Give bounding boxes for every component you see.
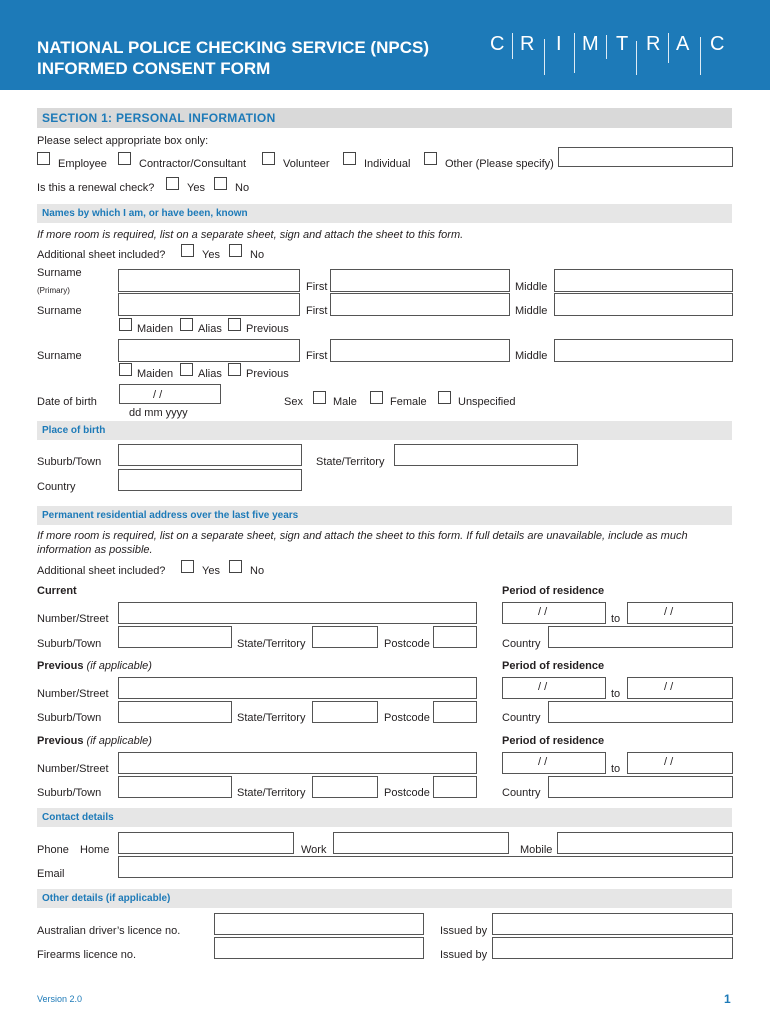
individual-checkbox[interactable] bbox=[343, 152, 356, 165]
state-label: State/Territory bbox=[237, 712, 306, 724]
to-label: to bbox=[611, 688, 621, 700]
form-title-line1: NATIONAL POLICE CHECKING SERVICE (NPCS) bbox=[37, 38, 429, 57]
first-label: First bbox=[306, 350, 328, 362]
current-heading: Current bbox=[37, 585, 77, 597]
issued-by-label: Issued by bbox=[440, 925, 488, 937]
address-note-line2: information as possible. bbox=[37, 544, 153, 556]
middle-label: Middle bbox=[515, 350, 548, 362]
surname-label: Surname bbox=[37, 305, 82, 317]
logo-divider bbox=[636, 41, 637, 75]
licence-issued-by-field[interactable] bbox=[492, 913, 733, 935]
surname-label: Surname bbox=[37, 267, 82, 279]
middle-name-field[interactable] bbox=[554, 269, 733, 292]
work-phone-field[interactable] bbox=[333, 832, 509, 854]
logo-letter: R bbox=[520, 33, 535, 55]
current-period-to-field[interactable] bbox=[627, 602, 733, 624]
previous2-postcode-field[interactable] bbox=[433, 776, 477, 798]
to-label: to bbox=[611, 613, 621, 625]
previous1-street-field[interactable] bbox=[118, 677, 477, 699]
work-label: Work bbox=[301, 844, 327, 856]
dob-format-hint: dd mm yyyy bbox=[129, 407, 188, 419]
address-sheet-yes-label: Yes bbox=[202, 565, 220, 577]
renewal-no-checkbox[interactable] bbox=[214, 177, 227, 190]
issued-by-label: Issued by bbox=[440, 949, 488, 961]
first-label: First bbox=[306, 281, 328, 293]
previous-label: Previous bbox=[246, 323, 289, 335]
postcode-label: Postcode bbox=[384, 712, 430, 724]
previous2-state-field[interactable] bbox=[312, 776, 378, 798]
firearms-field[interactable] bbox=[214, 937, 424, 959]
date-slashes: / / bbox=[664, 756, 674, 768]
maiden-checkbox[interactable] bbox=[119, 363, 132, 376]
if-applicable: (if applicable) bbox=[86, 735, 152, 747]
contractor-checkbox[interactable] bbox=[118, 152, 131, 165]
version-label: Version 2.0 bbox=[37, 994, 83, 1004]
country-label: Country bbox=[502, 638, 541, 650]
maiden-label: Maiden bbox=[137, 368, 174, 380]
alias-checkbox[interactable] bbox=[180, 318, 193, 331]
birth-state-label: State/Territory bbox=[316, 456, 385, 468]
mobile-label: Mobile bbox=[520, 844, 553, 856]
names-sheet-yes-label: Yes bbox=[202, 249, 220, 261]
names-sheet-yes-checkbox[interactable] bbox=[181, 244, 194, 257]
current-suburb-field[interactable] bbox=[118, 626, 232, 648]
mobile-phone-field[interactable] bbox=[557, 832, 733, 854]
previous-heading bbox=[37, 735, 152, 748]
male-checkbox[interactable] bbox=[313, 391, 326, 404]
address-sheet-no-label: No bbox=[250, 565, 265, 577]
previous2-country-field[interactable] bbox=[548, 776, 733, 798]
logo-divider bbox=[606, 35, 607, 59]
phone-label: Phone bbox=[37, 844, 69, 856]
previous1-state-field[interactable] bbox=[312, 701, 378, 723]
first-name-field-3[interactable] bbox=[330, 339, 510, 362]
form-title bbox=[37, 37, 429, 79]
address-heading: Permanent residential address over the last five years bbox=[42, 510, 299, 521]
logo-letter: M bbox=[582, 33, 599, 55]
middle-label: Middle bbox=[515, 305, 548, 317]
male-label: Male bbox=[333, 396, 357, 408]
state-label: State/Territory bbox=[237, 638, 306, 650]
previous2-period-to-field[interactable] bbox=[627, 752, 733, 774]
other-checkbox[interactable] bbox=[424, 152, 437, 165]
other-specify-field[interactable] bbox=[558, 147, 733, 167]
birth-heading: Place of birth bbox=[42, 425, 106, 436]
names-sheet-no-checkbox[interactable] bbox=[229, 244, 242, 257]
country-label: Country bbox=[502, 712, 541, 724]
middle-label: Middle bbox=[515, 281, 548, 293]
logo-divider bbox=[668, 33, 669, 63]
birth-suburb-label: Suburb/Town bbox=[37, 456, 102, 468]
period-heading: Period of residence bbox=[502, 585, 605, 597]
home-label: Home bbox=[80, 844, 110, 856]
surname-field-2[interactable] bbox=[118, 293, 300, 316]
previous-word: Previous bbox=[37, 660, 84, 672]
previous-heading bbox=[37, 660, 152, 673]
number-street-label: Number/Street bbox=[37, 763, 109, 775]
maiden-label: Maiden bbox=[137, 323, 174, 335]
employee-label: Employee bbox=[58, 158, 107, 170]
current-state-field[interactable] bbox=[312, 626, 378, 648]
previous2-period-from-field[interactable] bbox=[502, 752, 606, 774]
unspecified-label: Unspecified bbox=[458, 396, 516, 408]
country-label: Country bbox=[502, 787, 541, 799]
postcode-label: Postcode bbox=[384, 787, 430, 799]
date-slashes: / / bbox=[538, 606, 548, 618]
instruction-text: Please select appropriate box only: bbox=[37, 135, 209, 147]
previous-word: Previous bbox=[37, 735, 84, 747]
form-title-line2: INFORMED CONSENT FORM bbox=[37, 59, 271, 78]
logo-letter: I bbox=[556, 33, 562, 55]
volunteer-label: Volunteer bbox=[283, 158, 330, 170]
middle-name-field-2[interactable] bbox=[554, 293, 733, 316]
logo-divider bbox=[700, 37, 701, 75]
maiden-checkbox[interactable] bbox=[119, 318, 132, 331]
home-phone-field[interactable] bbox=[118, 832, 294, 854]
date-slashes: / / bbox=[538, 681, 548, 693]
address-additional-sheet: Additional sheet included? bbox=[37, 565, 166, 577]
individual-label: Individual bbox=[364, 158, 411, 170]
suburb-label: Suburb/Town bbox=[37, 787, 102, 799]
renewal-no-label: No bbox=[235, 182, 250, 194]
address-note-line1: If more room is required, list on a separate sheet, sign and attach the sheet to this form. If full details are unavailable, include as much bbox=[37, 530, 688, 542]
logo-letter: A bbox=[676, 33, 690, 55]
sex-label: Sex bbox=[284, 396, 303, 408]
renewal-question: Is this a renewal check? bbox=[37, 182, 155, 194]
contact-bar bbox=[37, 808, 732, 827]
to-label: to bbox=[611, 763, 621, 775]
previous2-suburb-field[interactable] bbox=[118, 776, 232, 798]
previous1-postcode-field[interactable] bbox=[433, 701, 477, 723]
logo-letter: T bbox=[616, 33, 629, 55]
logo-letter: C bbox=[490, 33, 505, 55]
first-label: First bbox=[306, 305, 328, 317]
previous-label: Previous bbox=[246, 368, 289, 380]
address-sheet-yes-checkbox[interactable] bbox=[181, 560, 194, 573]
contractor-label: Contractor/Consultant bbox=[139, 158, 246, 170]
date-slashes: / / bbox=[538, 756, 548, 768]
names-sheet-no-label: No bbox=[250, 249, 265, 261]
employee-checkbox[interactable] bbox=[37, 152, 50, 165]
primary-label: (Primary) bbox=[37, 286, 70, 295]
previous-checkbox[interactable] bbox=[228, 363, 241, 376]
firearms-label: Firearms licence no. bbox=[37, 949, 137, 961]
birth-country-field[interactable] bbox=[118, 469, 302, 491]
email-label: Email bbox=[37, 868, 65, 880]
logo-divider bbox=[544, 39, 545, 75]
suburb-label: Suburb/Town bbox=[37, 638, 102, 650]
state-label: State/Territory bbox=[237, 787, 306, 799]
section-title: SECTION 1: PERSONAL INFORMATION bbox=[42, 111, 276, 125]
logo-divider bbox=[574, 33, 575, 73]
previous1-period-to-field[interactable] bbox=[627, 677, 733, 699]
middle-name-field-3[interactable] bbox=[554, 339, 733, 362]
previous1-period-from-field[interactable] bbox=[502, 677, 606, 699]
suburb-label: Suburb/Town bbox=[37, 712, 102, 724]
first-name-field-2[interactable] bbox=[330, 293, 510, 316]
current-period-from-field[interactable] bbox=[502, 602, 606, 624]
names-note: If more room is required, list on a separate sheet, sign and attach the sheet to this form. bbox=[37, 229, 464, 241]
number-street-label: Number/Street bbox=[37, 688, 109, 700]
contact-heading: Contact details bbox=[42, 812, 114, 823]
surname-label: Surname bbox=[37, 350, 82, 362]
logo-letter: R bbox=[646, 33, 661, 55]
page-number: 1 bbox=[724, 992, 731, 1006]
surname-field-3[interactable] bbox=[118, 339, 300, 362]
female-label: Female bbox=[390, 396, 427, 408]
birth-country-label: Country bbox=[37, 481, 76, 493]
current-country-field[interactable] bbox=[548, 626, 733, 648]
names-additional-sheet: Additional sheet included? bbox=[37, 249, 166, 261]
logo-letter: C bbox=[710, 33, 725, 55]
if-applicable: (if applicable) bbox=[86, 660, 152, 672]
first-name-field[interactable] bbox=[330, 269, 510, 292]
dob-label: Date of birth bbox=[37, 396, 97, 408]
previous1-suburb-field[interactable] bbox=[118, 701, 232, 723]
dob-field[interactable] bbox=[119, 384, 221, 404]
date-slashes: / / bbox=[664, 606, 674, 618]
names-heading: Names by which I am, or have been, known bbox=[42, 208, 248, 219]
alias-checkbox[interactable] bbox=[180, 363, 193, 376]
previous-checkbox[interactable] bbox=[228, 318, 241, 331]
alias-label: Alias bbox=[198, 368, 222, 380]
previous1-country-field[interactable] bbox=[548, 701, 733, 723]
crimtrac-logo bbox=[478, 31, 746, 75]
address-sheet-no-checkbox[interactable] bbox=[229, 560, 242, 573]
period-heading: Period of residence bbox=[502, 735, 605, 747]
dob-slashes: / / bbox=[153, 389, 163, 401]
logo-divider bbox=[512, 33, 513, 59]
surname-primary-field[interactable] bbox=[118, 269, 300, 292]
birth-state-field[interactable] bbox=[394, 444, 578, 466]
current-postcode-field[interactable] bbox=[433, 626, 477, 648]
female-checkbox[interactable] bbox=[370, 391, 383, 404]
email-field[interactable] bbox=[118, 856, 733, 878]
date-slashes: / / bbox=[664, 681, 674, 693]
number-street-label: Number/Street bbox=[37, 613, 109, 625]
renewal-yes-label: Yes bbox=[187, 182, 205, 194]
current-street-field[interactable] bbox=[118, 602, 477, 624]
postcode-label: Postcode bbox=[384, 638, 430, 650]
header-banner bbox=[0, 0, 770, 90]
renewal-yes-checkbox[interactable] bbox=[166, 177, 179, 190]
period-heading: Period of residence bbox=[502, 660, 605, 672]
licence-field[interactable] bbox=[214, 913, 424, 935]
birth-bar bbox=[37, 421, 732, 440]
birth-suburb-field[interactable] bbox=[118, 444, 302, 466]
firearms-issued-by-field[interactable] bbox=[492, 937, 733, 959]
alias-label: Alias bbox=[198, 323, 222, 335]
other-heading: Other details (if applicable) bbox=[42, 893, 171, 904]
previous2-street-field[interactable] bbox=[118, 752, 477, 774]
licence-label: Australian driver’s licence no. bbox=[37, 925, 181, 937]
volunteer-checkbox[interactable] bbox=[262, 152, 275, 165]
unspecified-checkbox[interactable] bbox=[438, 391, 451, 404]
other-label: Other (Please specify) bbox=[445, 158, 554, 170]
